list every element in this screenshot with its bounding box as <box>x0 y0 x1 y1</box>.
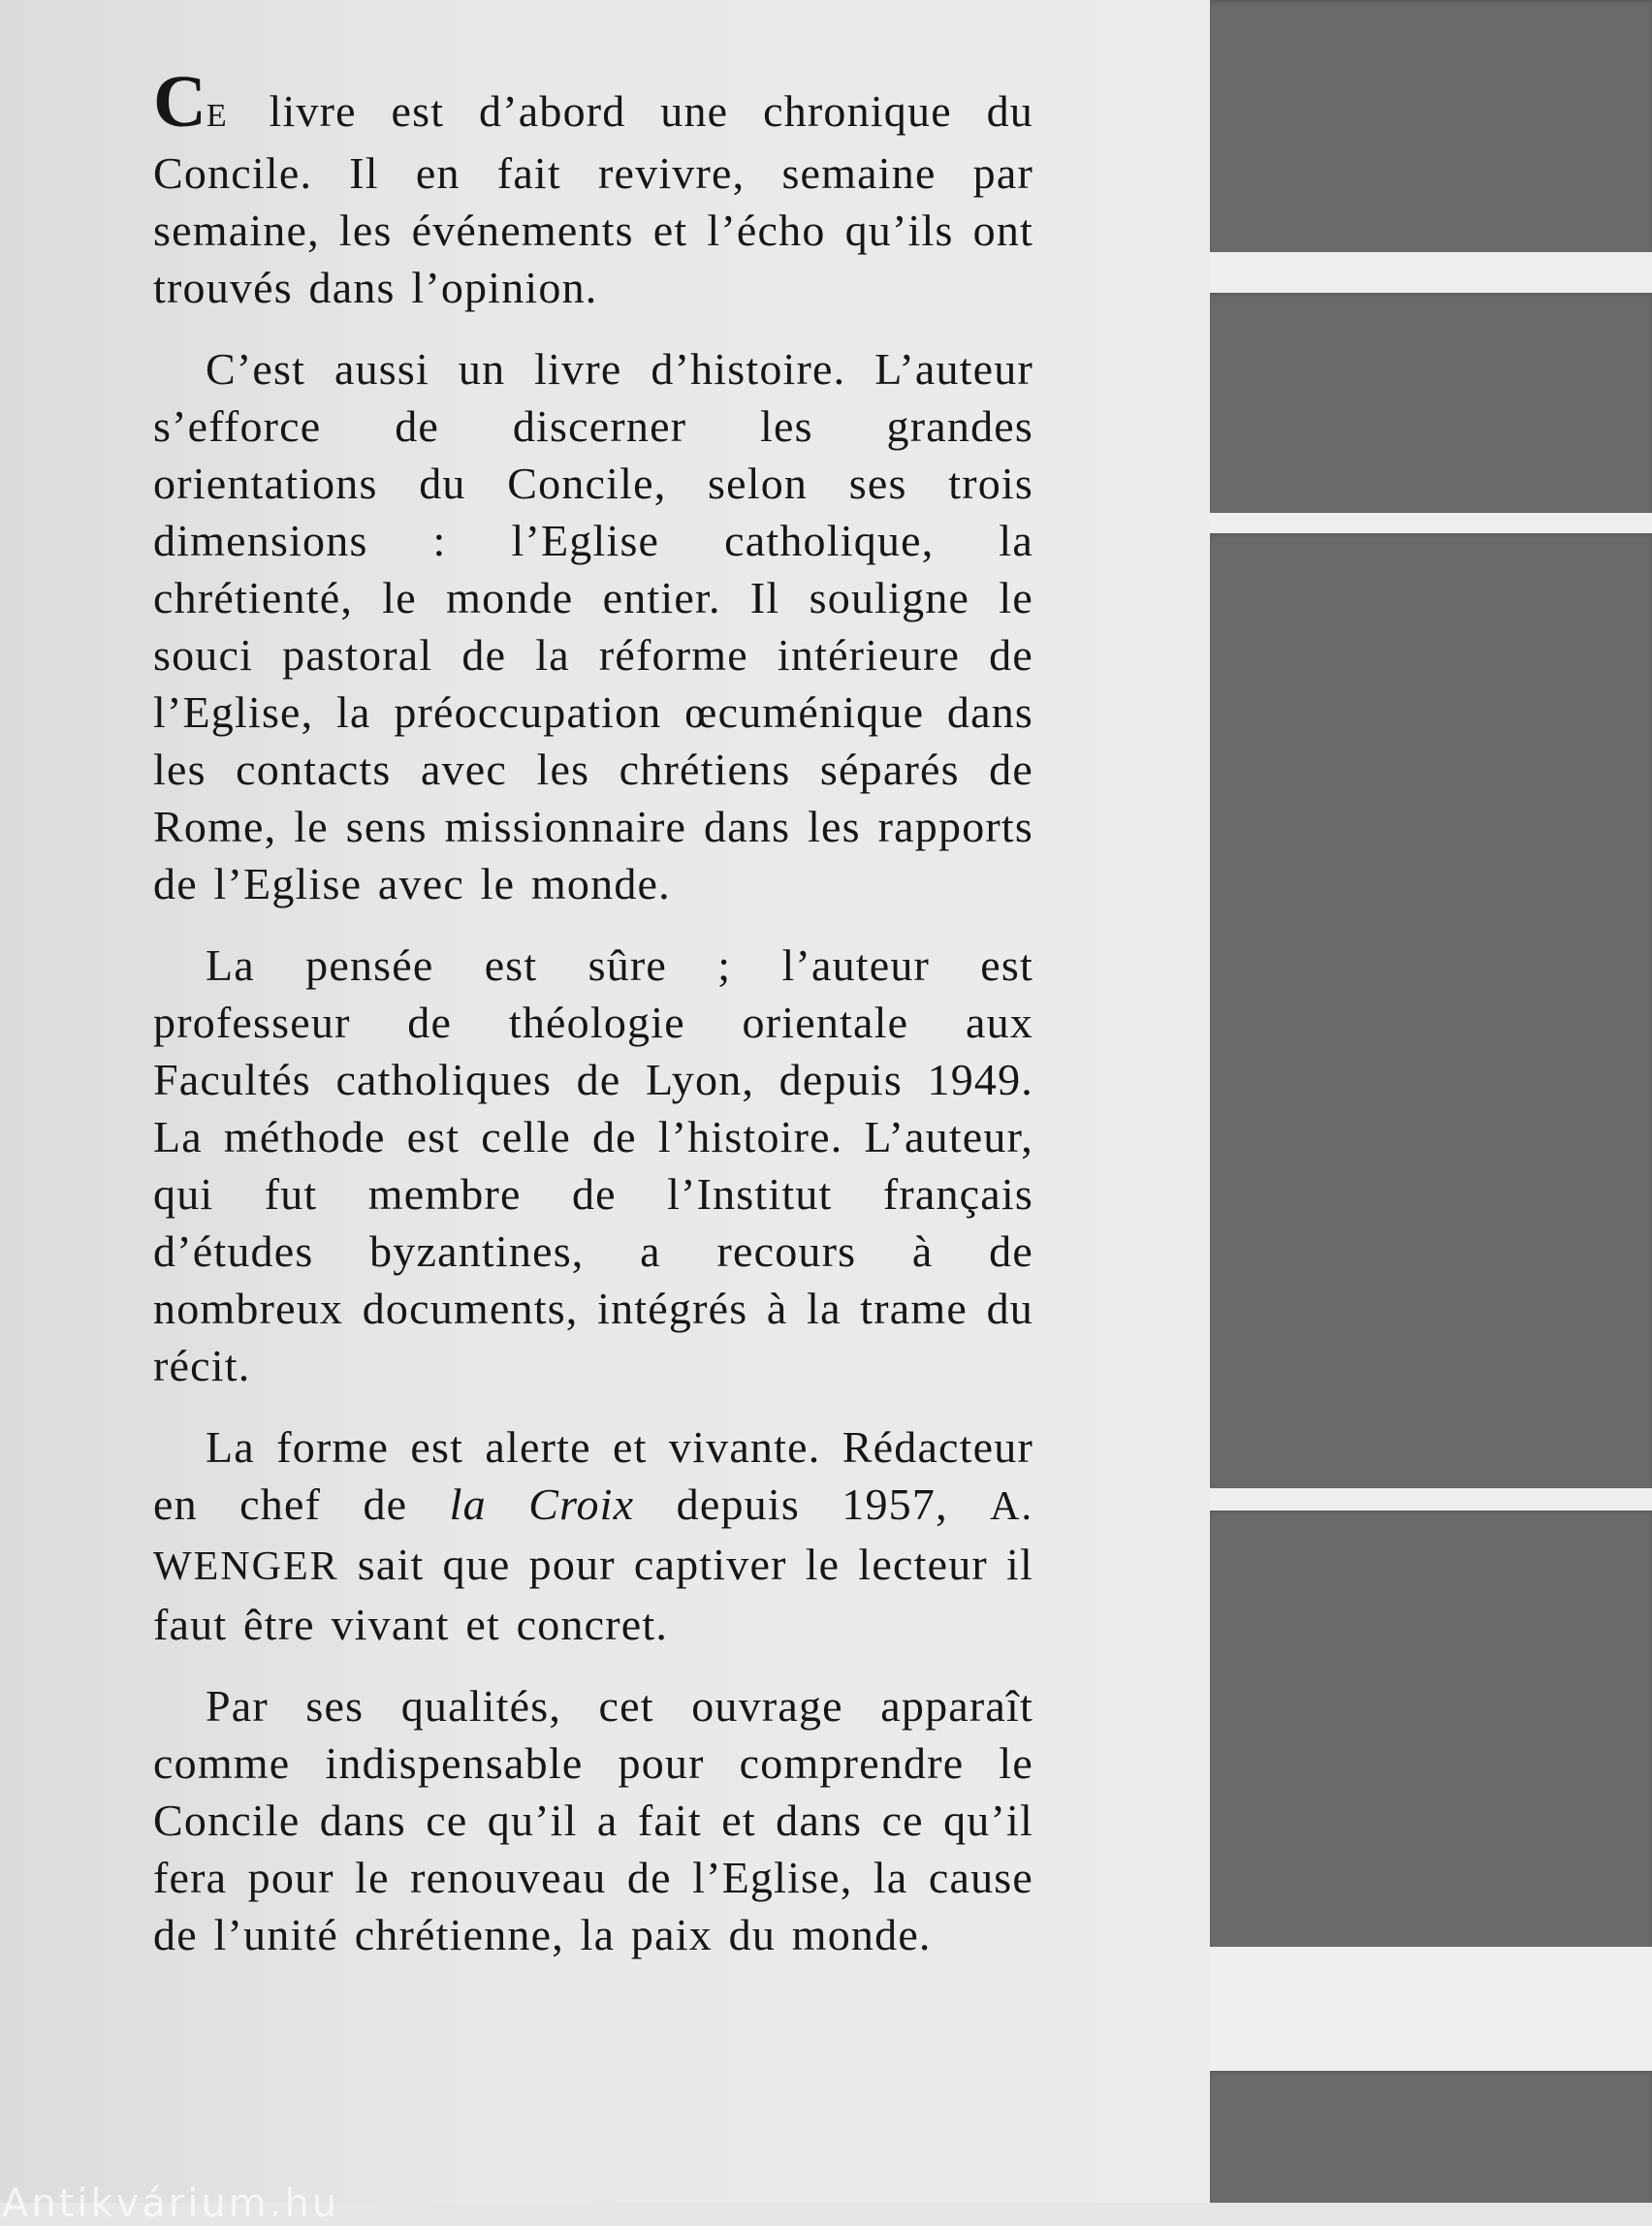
author-name: A. WENGER <box>153 1484 1033 1589</box>
grey-block-4 <box>1210 1510 1652 1947</box>
paragraph-author-credentials: La pensée est sûre ; l’auteur est professeur de théologie orientale aux Facultés catholiques de Lyon, depuis 1949. La méthode est celle de l’histoire. L’auteur, qui fut membre de l’Institut français d’études byzantines, a recours à de nombreux documents, intégrés à la trame du récit. <box>153 940 1033 1390</box>
grey-block-5 <box>1210 2071 1652 2203</box>
watermark-text: Antikvárium.hu <box>2 2181 340 2226</box>
small-cap-letter: E <box>206 98 229 134</box>
grey-block-1 <box>1210 0 1652 252</box>
grey-block-2 <box>1210 293 1652 513</box>
paragraph-conclusion: Par ses qualités, cet ouvrage apparaît comme indispensable pour comprendre le Concile dans ce qu’il a fait et dans ce qu’il fera pour le renouveau de l’Eglise, la cause de l’unité chrétienne, la paix du monde. <box>153 1681 1033 1959</box>
paragraph-style-part1: La forme est alerte et vivante. Rédacteur en chef de <box>153 1422 1033 1529</box>
paragraph-style <box>153 1418 1033 1653</box>
blurb-text-column <box>153 61 1033 1988</box>
grey-block-3 <box>1210 533 1652 1488</box>
paragraph-style-part2: depuis 1957, <box>676 1479 948 1529</box>
drop-cap: C <box>153 61 206 143</box>
paragraph-chronicle-text: livre est d’abord une chronique du Concile. Il en fait revivre, semaine par semaine, les événements et l’écho qu’ils ont trouvés dans l’opinion. <box>153 86 1033 312</box>
paragraph-style-part3: sait que pour captiver le lecteur il faut être vivant et concret. <box>153 1540 1033 1649</box>
paragraph-chronicle <box>153 61 1033 316</box>
paragraph-history: C’est aussi un livre d’histoire. L’auteur s’efforce de discerner les grandes orientations du Concile, selon ses trois dimensions : l’Eglise catholique, la chrétienté, le monde entier. Il souligne le souci pastoral de la réforme intérieure de l’Eglise, la préoccupation œcuménique dans les contacts avec les chrétiens séparés de Rome, le sens missionnaire dans les rapports de l’Eglise avec le monde. <box>153 344 1033 908</box>
grey-block-panel <box>1210 0 1652 2203</box>
newspaper-title: la Croix <box>449 1479 635 1529</box>
